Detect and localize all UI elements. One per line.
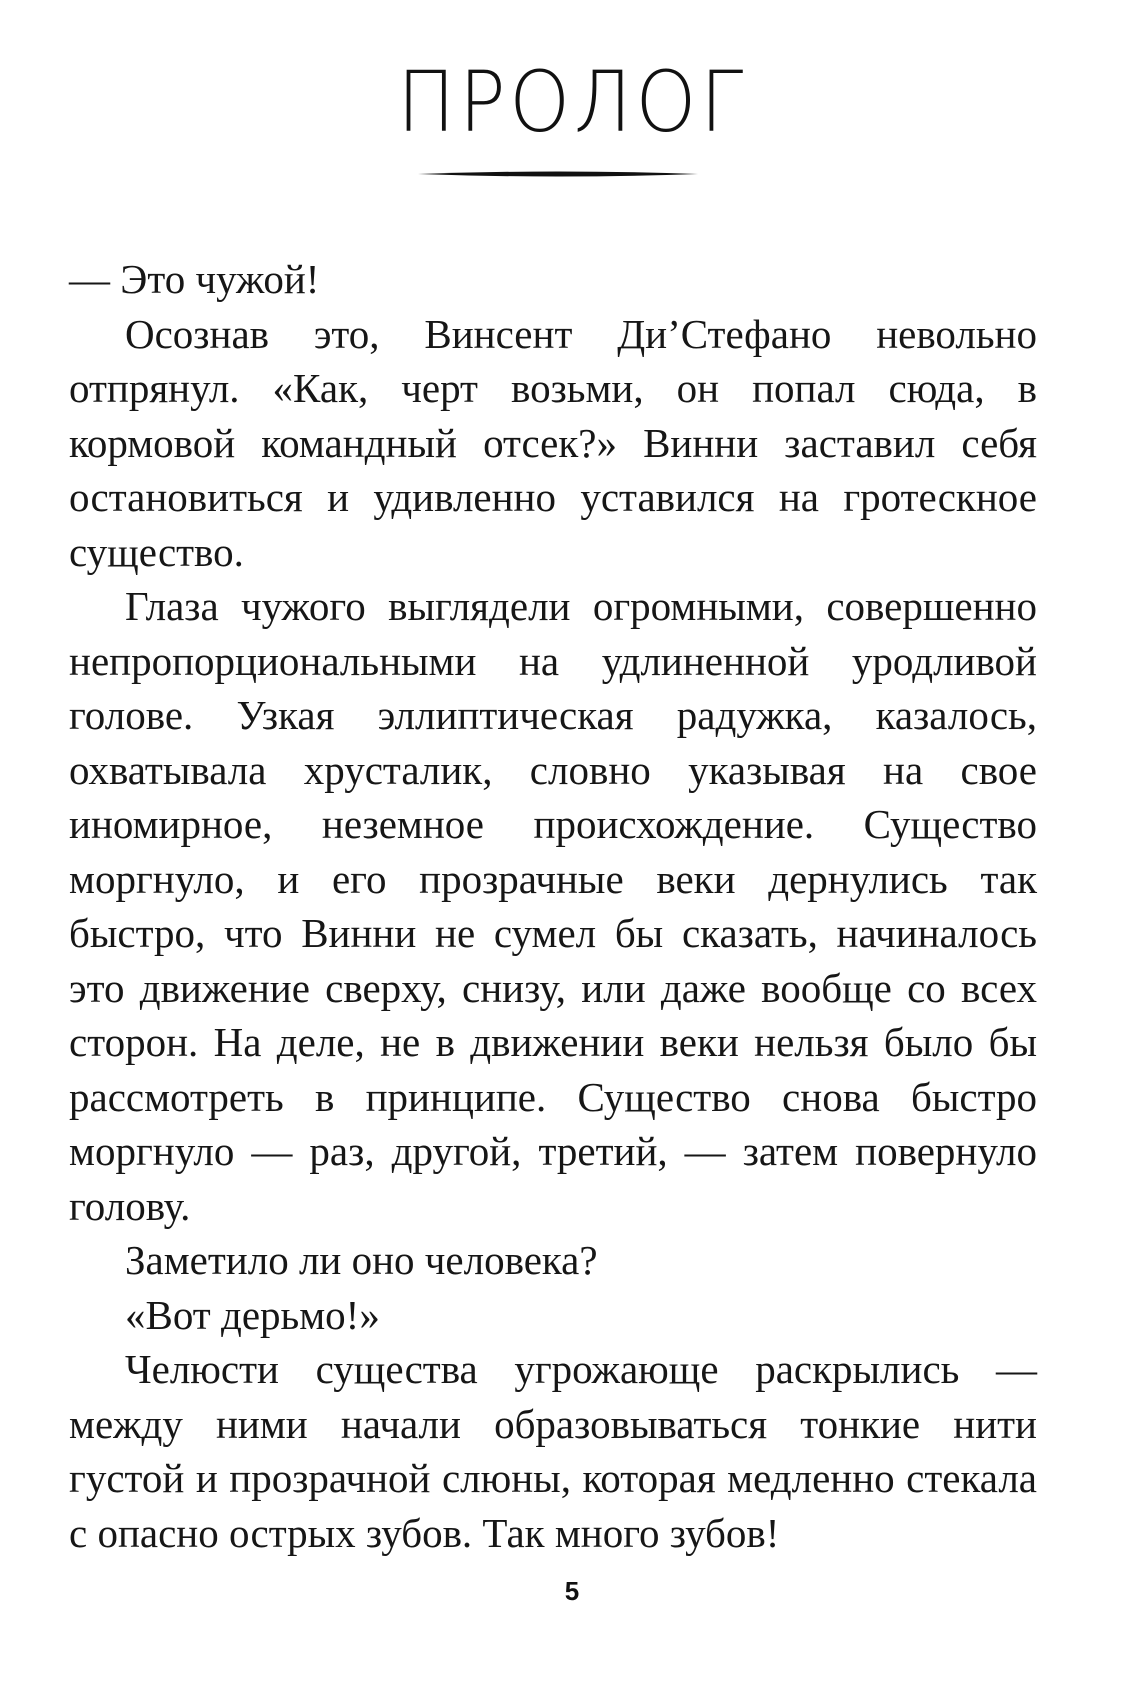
page-number: 5	[564, 1576, 580, 1606]
paragraph: «Вот дерьмо!»	[125, 1291, 380, 1338]
title-divider	[418, 170, 698, 178]
paragraph: Глаза чужого выглядели огромными, совершенно непропорциональными на удлиненной уродливой голове. Узкая эллиптическая радужка, казалось, охватывала хрусталик, словно указывая на свое иномирное, неземное происхождение. Существо моргнуло, и его прозрачные веки дернулись так быстро, что Винни не сумел бы сказать, начиналось это движение сверху, снизу, или даже вообще со всех сторон. На деле, не в движении веки нельзя было бы рассмотреть в принципе. Существо снова быстро моргнуло — раз, другой, третий, — затем повернуло голову.	[69, 583, 1037, 1229]
chapter-text	[69, 252, 1037, 1560]
paragraph: Заметило ли оно человека?	[125, 1237, 598, 1283]
paragraph: — Это чужой!	[69, 256, 320, 302]
paragraph: Челюсти существа угрожающе раскрылись — между ними начали образовываться тонкие нити густой и прозрачной слюны, которая медленно стекала с опасно острых зубов. Так много зубов!	[69, 1346, 1037, 1556]
paragraph: Осознав это, Винсент Ди’Стефано невольно отпрянул. «Как, черт возьми, он попал сюда, в кормовой командный отсек?» Винни заставил себя остановиться и удивленно уставился на гротескное существо.	[69, 310, 1037, 575]
chapter-title: ПРОЛОГ	[397, 53, 747, 151]
